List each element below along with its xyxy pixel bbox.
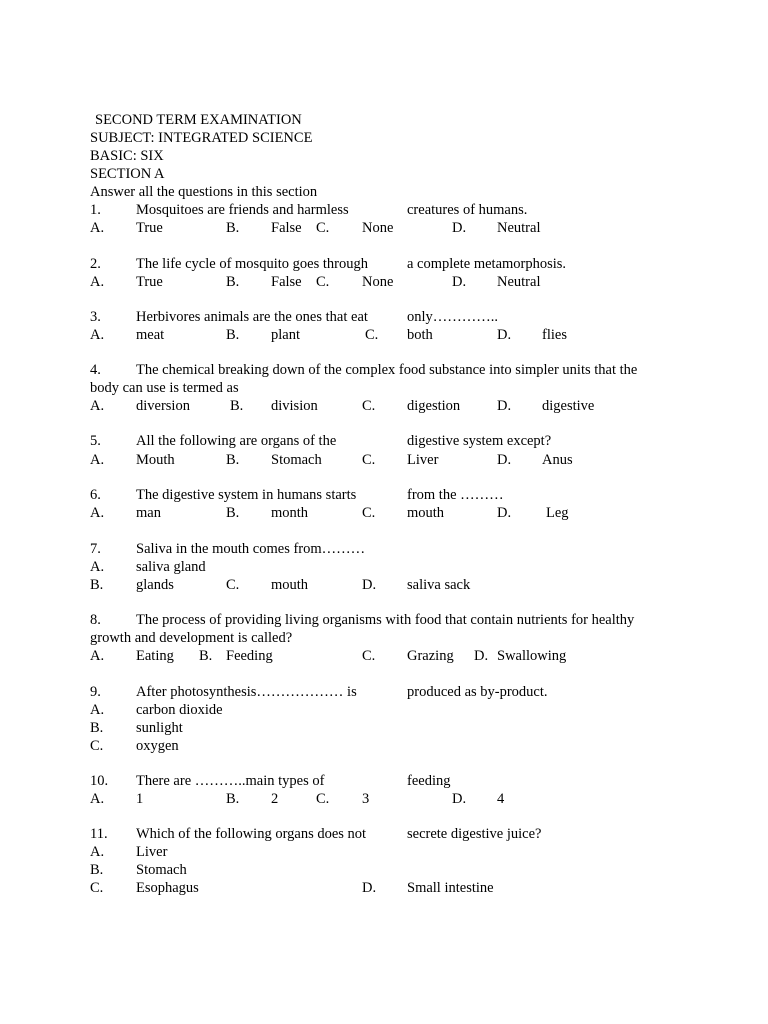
question-text: Mosquitoes are friends and harmless	[136, 202, 349, 218]
question-number: 8.	[90, 612, 101, 628]
option-letter: A.	[90, 452, 105, 468]
option-letter: A.	[90, 505, 105, 521]
question-text: Which of the following organs does not	[136, 826, 367, 842]
option-text: Eating	[136, 648, 174, 664]
question-number: 6.	[90, 487, 101, 503]
question-text: After photosynthesis……………… is	[136, 684, 357, 700]
option-letter: B.	[226, 505, 240, 521]
option-letter: A.	[90, 220, 105, 236]
option-letter: C.	[316, 274, 330, 290]
option-letter: D.	[362, 577, 377, 593]
question-text: produced as by-product.	[407, 684, 548, 700]
option-letter: A.	[90, 844, 105, 860]
option-text: Esophagus	[136, 880, 199, 896]
option-letter: A.	[90, 327, 105, 343]
question-number: 4.	[90, 362, 101, 378]
option-text: mouth	[271, 577, 309, 593]
option-letter: C.	[365, 327, 379, 343]
question-number: 5.	[90, 433, 101, 449]
option-text: Feeding	[226, 648, 273, 664]
option-text: saliva gland	[136, 559, 206, 575]
question-text: The digestive system in humans starts	[136, 487, 357, 503]
question-text: a complete metamorphosis.	[407, 256, 567, 272]
question-text: digestive system except?	[407, 433, 552, 449]
option-text: meat	[136, 327, 165, 343]
option-letter: D.	[452, 791, 467, 807]
option-letter: C.	[226, 577, 240, 593]
option-text: Neutral	[497, 220, 541, 236]
option-letter: A.	[90, 791, 105, 807]
option-text: False	[271, 274, 302, 290]
question-text-continued: body can use is termed as	[90, 380, 239, 396]
question-text: Saliva in the mouth comes from………	[136, 541, 366, 557]
question-text: creatures of humans.	[407, 202, 528, 218]
option-text: Stomach	[136, 862, 187, 878]
option-text: 2	[271, 791, 279, 807]
option-text: True	[136, 274, 163, 290]
option-letter: D.	[452, 220, 467, 236]
option-text: both	[407, 327, 433, 343]
exam-title: SECOND TERM EXAMINATION	[95, 112, 302, 128]
question-text: All the following are organs of the	[136, 433, 337, 449]
option-text: oxygen	[136, 738, 179, 754]
question-text: There are ………..main types of	[136, 773, 325, 789]
option-letter: D.	[362, 880, 377, 896]
question-number: 1.	[90, 202, 101, 218]
option-text: flies	[542, 327, 567, 343]
option-letter: C.	[362, 648, 376, 664]
option-text: Anus	[542, 452, 573, 468]
option-text: Swallowing	[497, 648, 567, 664]
option-letter: B.	[226, 791, 240, 807]
question-text: The life cycle of mosquito goes through	[136, 256, 368, 272]
option-text: division	[271, 398, 318, 414]
option-text: 3	[362, 791, 370, 807]
option-letter: A.	[90, 274, 105, 290]
option-letter: C.	[362, 505, 376, 521]
option-letter: C.	[316, 220, 330, 236]
option-letter: D.	[497, 398, 512, 414]
option-letter: D.	[497, 452, 512, 468]
question-text: secrete digestive juice?	[407, 826, 542, 842]
question-text-continued: growth and development is called?	[90, 630, 293, 646]
option-letter: B.	[226, 327, 240, 343]
subject-line: SUBJECT: INTEGRATED SCIENCE	[90, 130, 313, 146]
question-number: 11.	[90, 826, 108, 842]
option-letter: A.	[90, 702, 105, 718]
option-text: digestion	[407, 398, 461, 414]
option-text: True	[136, 220, 163, 236]
question-text: from the ………	[407, 487, 504, 503]
option-letter: A.	[90, 648, 105, 664]
option-letter: B.	[226, 274, 240, 290]
option-text: Liver	[407, 452, 439, 468]
question-number: 2.	[90, 256, 101, 272]
option-text: sunlight	[136, 720, 183, 736]
option-letter: D.	[497, 505, 512, 521]
option-letter: C.	[316, 791, 330, 807]
option-text: Grazing	[407, 648, 454, 664]
question-text: only…………..	[407, 309, 499, 325]
option-letter: B.	[226, 220, 240, 236]
option-letter: A.	[90, 559, 105, 575]
option-text: None	[362, 274, 394, 290]
option-text: Small intestine	[407, 880, 494, 896]
option-text: Neutral	[497, 274, 541, 290]
option-letter: B.	[90, 720, 104, 736]
question-text: The chemical breaking down of the complex food substance into simpler units that the	[136, 362, 638, 378]
option-letter: C.	[90, 880, 104, 896]
option-letter: D.	[452, 274, 467, 290]
option-text: 1	[136, 791, 144, 807]
option-text: mouth	[407, 505, 445, 521]
option-letter: C.	[362, 398, 376, 414]
option-letter: D.	[497, 327, 512, 343]
option-text: glands	[136, 577, 174, 593]
question-text: feeding	[407, 773, 451, 789]
option-text: month	[271, 505, 309, 521]
option-text: Liver	[136, 844, 168, 860]
option-letter: A.	[90, 398, 105, 414]
instructions: Answer all the questions in this section	[90, 184, 318, 200]
option-letter: B.	[226, 452, 240, 468]
option-text: saliva sack	[407, 577, 471, 593]
question-number: 9.	[90, 684, 101, 700]
option-text: Mouth	[136, 452, 175, 468]
option-text: 4	[497, 791, 505, 807]
option-text: Stomach	[271, 452, 322, 468]
question-text: The process of providing living organisms with food that contain nutrients for healthy	[136, 612, 635, 628]
option-letter: B.	[90, 862, 104, 878]
question-number: 10.	[90, 773, 109, 789]
option-text: False	[271, 220, 302, 236]
option-letter: B.	[230, 398, 244, 414]
option-letter: B.	[199, 648, 213, 664]
question-number: 3.	[90, 309, 101, 325]
option-text: plant	[271, 327, 300, 343]
option-text: None	[362, 220, 394, 236]
option-letter: D.	[474, 648, 489, 664]
option-text: diversion	[136, 398, 190, 414]
option-letter: C.	[362, 452, 376, 468]
option-text: digestive	[542, 398, 595, 414]
option-text: Leg	[546, 505, 569, 521]
option-letter: C.	[90, 738, 104, 754]
option-text: man	[136, 505, 161, 521]
basic-line: BASIC: SIX	[90, 148, 164, 164]
option-text: carbon dioxide	[136, 702, 223, 718]
option-letter: B.	[90, 577, 104, 593]
question-number: 7.	[90, 541, 101, 557]
question-text: Herbivores animals are the ones that eat	[136, 309, 368, 325]
section-heading: SECTION A	[90, 166, 165, 182]
